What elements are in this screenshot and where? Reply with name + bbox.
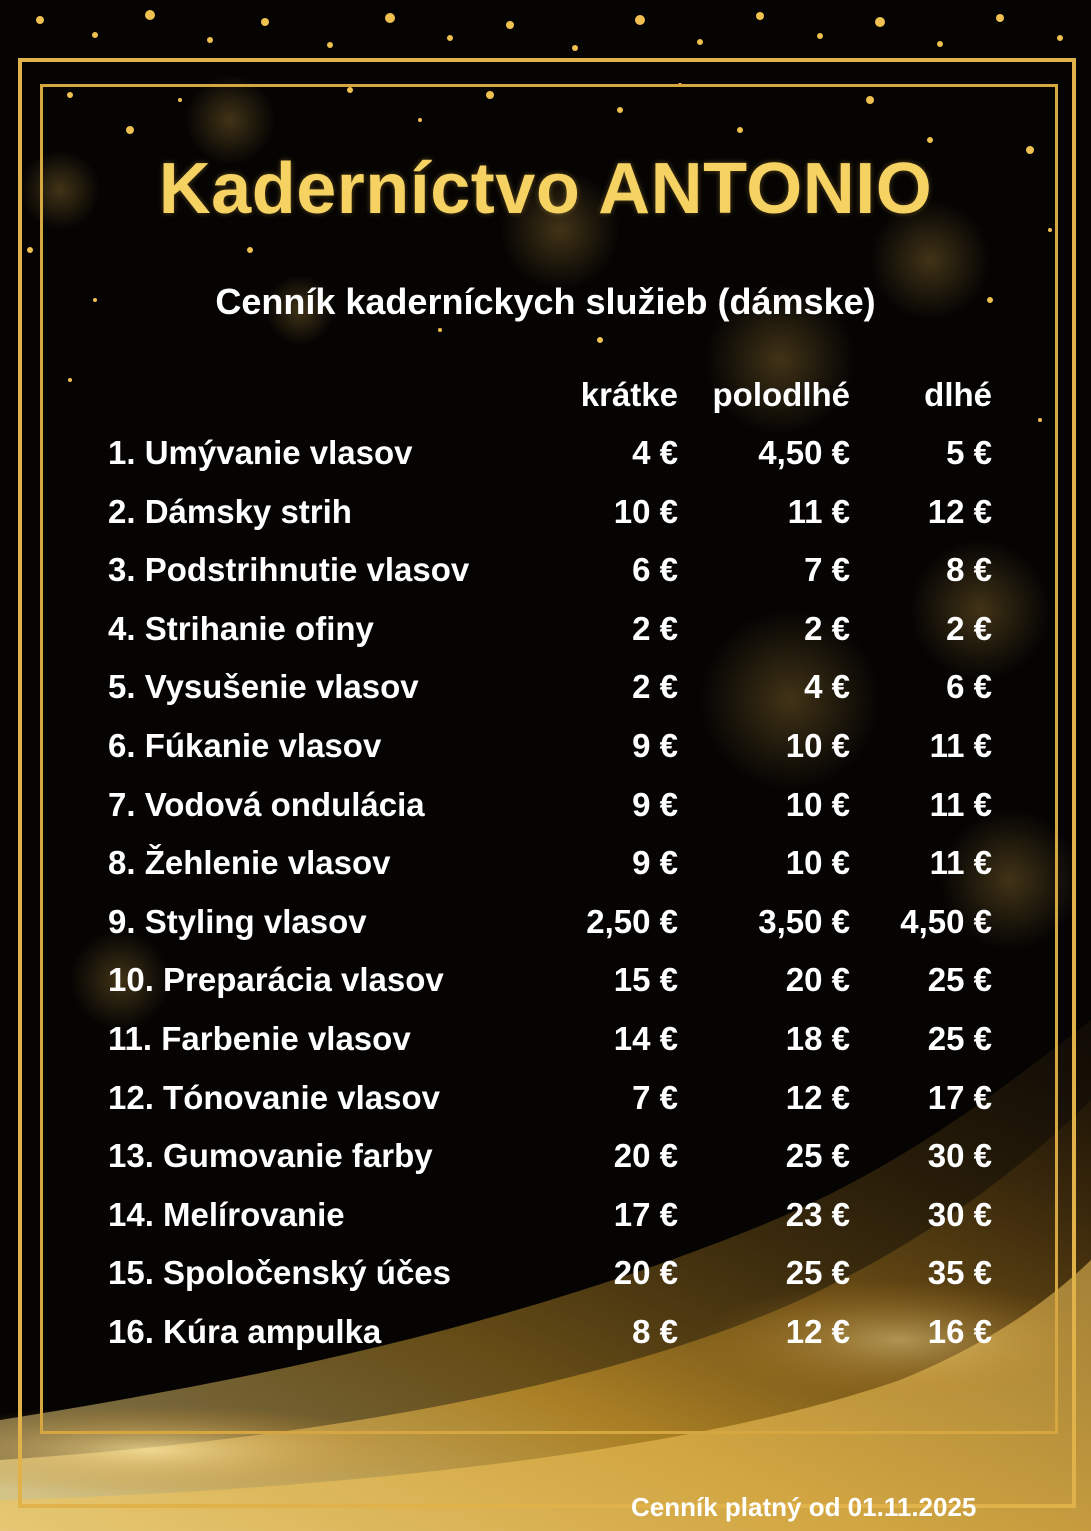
price-medium: 20 € (785, 961, 850, 998)
price-long: 25 € (927, 961, 992, 998)
price-medium: 10 € (785, 786, 850, 823)
service-name: 13. Gumovanie farby (108, 1137, 433, 1174)
price-short: 6 € (632, 551, 678, 588)
validity-note: Cenník platný od 01.11.2025 (631, 1492, 977, 1522)
price-medium: 18 € (785, 1020, 850, 1057)
page-title: Kaderníctvo ANTONIO (158, 149, 933, 229)
price-long: 6 € (946, 668, 992, 705)
service-name: 7. Vodová ondulácia (108, 786, 425, 823)
service-name: 3. Podstrihnutie vlasov (108, 551, 470, 588)
price-long: 11 € (929, 844, 992, 881)
price-long: 12 € (927, 493, 992, 530)
price-medium: 12 € (785, 1079, 850, 1116)
price-medium: 25 € (785, 1254, 850, 1291)
price-long: 4,50 € (900, 903, 992, 940)
price-short: 20 € (613, 1254, 678, 1291)
service-name: 14. Melírovanie (108, 1196, 345, 1233)
price-medium: 10 € (785, 727, 850, 764)
service-name: 5. Vysušenie vlasov (108, 668, 419, 705)
price-long: 25 € (927, 1020, 992, 1057)
price-short: 10 € (613, 493, 678, 530)
price-medium: 23 € (785, 1196, 850, 1233)
price-long: 35 € (927, 1254, 992, 1291)
service-name: 11. Farbenie vlasov (108, 1020, 411, 1057)
price-medium: 3,50 € (758, 903, 850, 940)
service-name: 1. Umývanie vlasov (108, 434, 413, 471)
price-long: 2 € (946, 610, 992, 647)
price-medium: 10 € (785, 844, 850, 881)
column-header-long: dlhé (924, 376, 992, 413)
service-name: 2. Dámsky strih (108, 493, 352, 530)
price-long: 11 € (929, 786, 992, 823)
price-medium: 25 € (785, 1137, 850, 1174)
price-short: 9 € (632, 727, 678, 764)
price-short: 9 € (632, 844, 678, 881)
price-short: 14 € (613, 1020, 678, 1057)
service-name: 6. Fúkanie vlasov (108, 727, 382, 764)
column-header-medium: polodlhé (712, 376, 850, 413)
price-long: 30 € (927, 1196, 992, 1233)
price-medium: 11 € (787, 493, 850, 530)
service-name: 4. Strihanie ofiny (108, 610, 374, 647)
price-short: 2 € (632, 668, 678, 705)
service-name: 16. Kúra ampulka (108, 1313, 382, 1350)
column-header-short: krátke (580, 376, 678, 413)
price-long: 17 € (927, 1079, 992, 1116)
price-long: 16 € (927, 1313, 992, 1350)
service-name: 9. Styling vlasov (108, 903, 367, 940)
price-short: 8 € (632, 1313, 678, 1350)
price-long: 30 € (927, 1137, 992, 1174)
price-short: 2 € (632, 610, 678, 647)
price-short: 9 € (632, 786, 678, 823)
page-subtitle: Cenník kaderníckych služieb (dámske) (215, 281, 876, 322)
price-medium: 4,50 € (758, 434, 850, 471)
service-name: 12. Tónovanie vlasov (108, 1079, 440, 1116)
service-name: 10. Preparácia vlasov (108, 961, 444, 998)
price-short: 7 € (632, 1079, 678, 1116)
price-medium: 4 € (804, 668, 850, 705)
price-short: 4 € (632, 434, 678, 471)
price-short: 17 € (613, 1196, 678, 1233)
price-medium: 7 € (804, 551, 850, 588)
price-long: 11 € (929, 727, 992, 764)
price-short: 2,50 € (586, 903, 678, 940)
service-name: 15. Spoločenský účes (108, 1254, 452, 1291)
price-medium: 2 € (804, 610, 850, 647)
price-long: 5 € (946, 434, 992, 471)
price-medium: 12 € (785, 1313, 850, 1350)
price-short: 20 € (613, 1137, 678, 1174)
price-long: 8 € (946, 551, 992, 588)
price-short: 15 € (613, 961, 678, 998)
service-name: 8. Žehlenie vlasov (108, 844, 391, 881)
